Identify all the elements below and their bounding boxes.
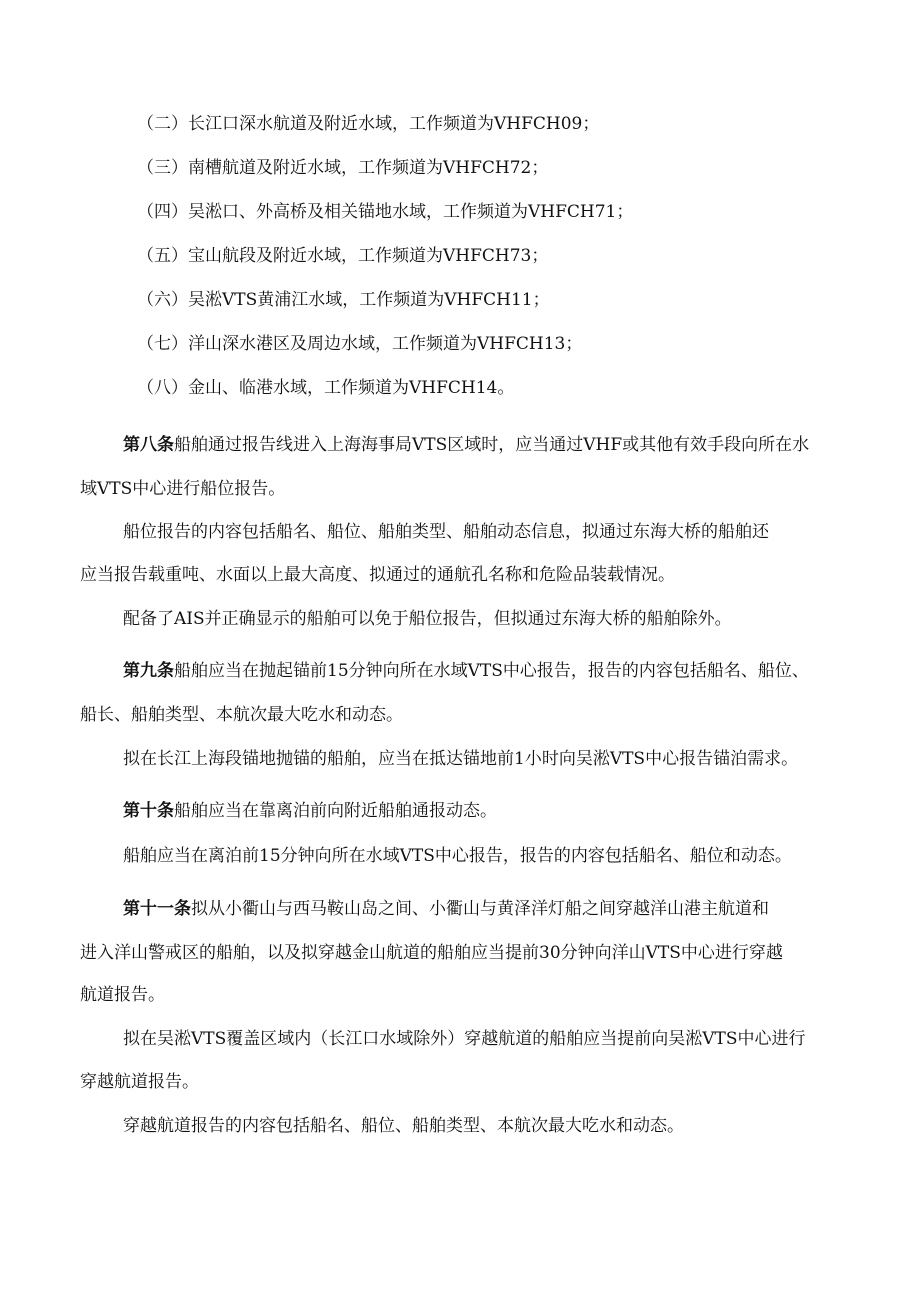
- article-11-text: 拟从小衢山与西马鞍山岛之间、小衢山与黄泽洋灯船之间穿越洋山港主航道和: [191, 899, 769, 919]
- list-item: （八）金山、临港水域，工作频道为VHFCH14。: [137, 378, 515, 398]
- article-9-line-2: 船长、船舶类型、本航次最大吃水和动态。: [80, 705, 403, 725]
- list-item: （四）吴淞口、外高桥及相关锚地水域，工作频道为VHFCH71；: [137, 202, 634, 222]
- article-11-line-2: 进入洋山警戒区的船舶，以及拟穿越金山航道的船舶应当提前30分钟向洋山VTS中心进行穿越: [80, 943, 783, 963]
- article-8-para-2-line-1: 船位报告的内容包括船名、船位、船舶类型、船舶动态信息，拟通过东海大桥的船舶还: [123, 522, 769, 542]
- list-item: （二）长江口深水航道及附近水域，工作频道为VHFCH09；: [137, 114, 600, 134]
- article-9-heading: 第九条: [123, 661, 174, 681]
- list-item: （五）宝山航段及附近水域，工作频道为VHFCH73；: [137, 246, 549, 266]
- article-10-line-1: [123, 800, 497, 822]
- article-8-line-1: [123, 434, 809, 456]
- article-9-text: 船舶应当在抛起锚前15分钟向所在水域VTS中心报告，报告的内容包括船名、船位、: [174, 661, 809, 681]
- article-11-line-1: [123, 898, 769, 920]
- article-10-para-2: 船舶应当在离泊前15分钟向所在水域VTS中心报告，报告的内容包括船名、船位和动态。: [123, 846, 792, 866]
- article-8-para-2-line-2: 应当报告载重吨、水面以上最大高度、拟通过的通航孔名称和危险品装载情况。: [80, 565, 675, 585]
- article-8-line-2: 域VTS中心进行船位报告。: [80, 479, 286, 499]
- article-8-para-3: 配备了AIS并正确显示的船舶可以免于船位报告，但拟通过东海大桥的船舶除外。: [123, 609, 732, 629]
- article-11-heading: 第十一条: [123, 899, 191, 919]
- list-item: （七）洋山深水港区及周边水域，工作频道为VHFCH13；: [137, 334, 583, 354]
- article-11-para-3: 穿越航道报告的内容包括船名、船位、船舶类型、本航次最大吃水和动态。: [123, 1116, 684, 1136]
- article-11-para-2-line-1: 拟在吴淞VTS覆盖区域内（长江口水域除外）穿越航道的船舶应当提前向吴淞VTS中心进行: [123, 1029, 806, 1049]
- list-item: （六）吴淞VTS黄浦江水域，工作频道为VHFCH11；: [137, 290, 550, 310]
- article-9-para-2: 拟在长江上海段锚地抛锚的船舶，应当在抵达锚地前1小时向吴淞VTS中心报告锚泊需求。: [123, 749, 799, 769]
- article-11-line-3: 航道报告。: [80, 985, 165, 1005]
- article-11-para-2-line-2: 穿越航道报告。: [80, 1072, 199, 1092]
- article-10-text: 船舶应当在靠离泊前向附近船舶通报动态。: [174, 801, 497, 821]
- article-8-text: 船舶通过报告线进入上海海事局VTS区域时，应当通过VHF或其他有效手段向所在水: [174, 435, 810, 455]
- list-item: （三）南槽航道及附近水域，工作频道为VHFCH72；: [137, 158, 549, 178]
- article-9-line-1: [123, 660, 809, 682]
- article-10-heading: 第十条: [123, 801, 174, 821]
- article-8-heading: 第八条: [123, 435, 174, 455]
